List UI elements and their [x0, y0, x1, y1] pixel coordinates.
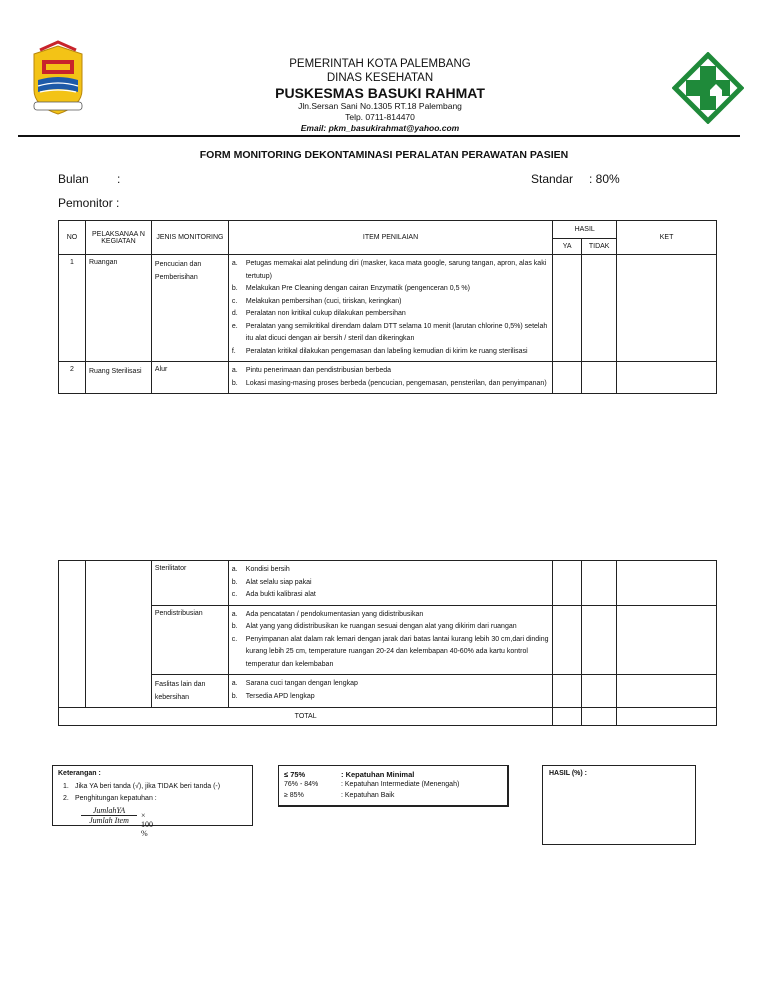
item-text: Alat yang yang didistribusikan ke ruangan sesuai dengan alat yang dikirim dari ruangan — [245, 623, 517, 630]
item-text: Tersedia APD lengkap — [245, 692, 315, 700]
row-jenis: Pendistribusian — [151, 605, 228, 675]
assessment-item — [232, 691, 549, 704]
total-tidak[interactable] — [582, 708, 617, 726]
row-kegiatan: Ruangan — [85, 255, 151, 362]
row-kegiatan — [85, 561, 151, 708]
row-items — [228, 675, 552, 708]
row-jenis: Pencucian dan Pemberisihan — [151, 255, 228, 362]
assessment-item — [232, 308, 549, 321]
cell-tidak[interactable] — [582, 605, 617, 675]
item-letter: b. — [231, 285, 238, 292]
cell-ket[interactable] — [617, 605, 717, 675]
col-header-jenis: JENIS MONITORING — [151, 221, 228, 255]
kriteria-row: 76% - 84% : Kepatuhan Intermediate (Menengah) — [284, 781, 460, 788]
keterangan-title: Keterangan : — [58, 770, 101, 777]
item-letter: b. — [231, 578, 238, 586]
kriteria-row: ≥ 85% : Kepatuhan Baik — [284, 792, 395, 799]
item-list — [232, 609, 549, 672]
table-row — [59, 561, 717, 606]
item-list — [232, 365, 549, 390]
assessment-item — [232, 564, 549, 577]
item-text: Kondisi bersih — [245, 566, 290, 573]
item-text: Ada bukti kalibrasi alat — [245, 591, 316, 598]
city-emblem-logo — [28, 40, 88, 120]
assessment-item — [232, 589, 549, 602]
table-row — [59, 255, 717, 362]
hasil-box[interactable] — [542, 765, 696, 845]
table-row — [59, 605, 717, 675]
header-government: PEMERINTAH KOTA PALEMBANG — [289, 58, 471, 70]
col-header-ket: KET — [617, 221, 717, 255]
standar-value: : 80% — [589, 172, 620, 186]
bulan-separator: : — [117, 172, 121, 186]
item-letter: a. — [231, 680, 238, 687]
item-letter: a. — [231, 610, 238, 618]
col-header-no: NO — [59, 221, 86, 255]
keterangan-item: 2. Penghitungan kepatuhan : — [63, 795, 157, 802]
standar-label: Standar — [531, 172, 574, 186]
assessment-item — [232, 634, 549, 672]
item-text: Melakukan Pre Cleaning dengan cairan Enzymatik (pengenceran 0,5 %) — [245, 285, 470, 292]
item-letter: c. — [231, 297, 238, 305]
header-email: Email: pkm_basukirahmat@yahoo.com — [300, 123, 460, 133]
col-header-hasil: HASIL — [553, 221, 617, 239]
assessment-item — [232, 258, 549, 283]
hasil-label: HASIL (%) : — [549, 770, 587, 777]
assessment-item — [232, 321, 549, 346]
item-text: Penyimpanan alat dalam rak lemari dengan jarak dari batas lantai kurang lebih 30 cm,dari dinding kurang lebih 25 cm, temperature ruangan 20-24 dan kelembapan 40-60% ada kartu kontrol temperatur dan kelembaban — [245, 635, 549, 668]
assessment-item — [232, 378, 549, 391]
row-jenis: Faslitas lain dan kebersihan — [151, 675, 228, 708]
pemonitor-label: Pemonitor : — [58, 196, 120, 210]
item-text: Ada pencatatan / pendokumentasian yang didistribusikan — [245, 610, 424, 618]
formula — [81, 806, 153, 838]
cell-ya[interactable] — [553, 605, 582, 675]
row-items — [228, 362, 552, 394]
pemonitor-field[interactable] — [126, 194, 326, 210]
header-phone: Telp. 0711-814470 — [345, 112, 415, 122]
row-no: 2 — [59, 362, 86, 394]
item-text: Sarana cuci tangan dengan lengkap — [245, 680, 358, 687]
cell-ya[interactable] — [553, 675, 582, 708]
row-no — [59, 561, 86, 708]
bulan-field[interactable] — [124, 170, 324, 186]
item-text: Melakukan pembersihan (cuci, tiriskan, keringkan) — [245, 297, 402, 305]
col-header-ya: YA — [553, 239, 582, 255]
item-letter: f. — [231, 347, 236, 355]
row-no: 1 — [59, 255, 86, 362]
col-header-kegiatan: PELAKSANAA N KEGIATAN — [85, 221, 151, 255]
cell-ya[interactable] — [553, 362, 582, 394]
cell-tidak[interactable] — [582, 561, 617, 606]
header-department: DINAS KESEHATAN — [326, 72, 434, 84]
bulan-label: Bulan — [58, 172, 89, 186]
form-title: FORM MONITORING DEKONTAMINASI PERALATAN PERAWATAN PASIEN — [199, 149, 569, 161]
cell-ket[interactable] — [617, 675, 717, 708]
item-letter: a. — [231, 367, 238, 374]
row-kegiatan: Ruang Sterilisasi — [85, 362, 151, 394]
formula-numerator: JumlahYA — [81, 806, 137, 816]
cell-ket[interactable] — [617, 255, 717, 362]
cell-tidak[interactable] — [582, 255, 617, 362]
item-text: Petugas memakai alat pelindung diri (masker, kaca mata google, sarung tangan, apron, alas kaki tertutup) — [245, 260, 547, 280]
item-letter: a. — [231, 260, 238, 267]
kriteria-box — [278, 765, 509, 807]
table-row — [59, 675, 717, 708]
keterangan-box — [52, 765, 253, 838]
row-items — [228, 255, 552, 362]
row-jenis: Sterilitator — [151, 561, 228, 606]
header-address: Jln.Sersan Sani No.1305 RT.18 Palembang — [298, 101, 462, 111]
puskesmas-logo — [672, 52, 744, 124]
total-ya[interactable] — [553, 708, 582, 726]
header-title: PUSKESMAS BASUKI RAHMAT — [275, 85, 485, 101]
item-text: Lokasi masing-masing proses berbeda (pencucian, pengemasan, pensterilan, dan penyimpanan) — [245, 379, 547, 387]
item-text: Peralatan yang semikritikal direndam dalam DTT selama 10 menit (larutan chlorine 0,5%) setelah itu alat dicuci dengan air bersih / steril dan dikeringkan — [245, 322, 548, 342]
kriteria-row: ≤ 75% : Kepatuhan Minimal — [284, 770, 415, 779]
assessment-item — [232, 283, 549, 296]
item-letter: c. — [231, 635, 238, 643]
item-list — [232, 258, 549, 358]
cell-ya[interactable] — [553, 255, 582, 362]
row-jenis: Alur — [151, 362, 228, 394]
item-letter: d. — [231, 310, 238, 317]
keterangan-item: 1. Jika YA beri tanda (√), jika TIDAK beri tanda (-) — [63, 783, 221, 790]
formula-denominator: Jumlah Item — [89, 816, 129, 825]
assessment-item — [232, 577, 549, 590]
formula-multiplier: × 100 % — [141, 811, 153, 838]
row-items — [228, 605, 552, 675]
item-letter: b. — [231, 623, 238, 630]
item-letter: e. — [231, 322, 238, 330]
cell-tidak[interactable] — [582, 675, 617, 708]
total-label: TOTAL — [59, 708, 553, 726]
item-letter: a. — [231, 566, 238, 573]
assessment-item — [232, 621, 549, 634]
table-row — [59, 362, 717, 394]
row-items — [228, 561, 552, 606]
assessment-item — [232, 296, 549, 309]
total-row — [59, 708, 717, 726]
header-divider — [18, 135, 740, 137]
col-header-tidak: TIDAK — [582, 239, 617, 255]
item-list — [232, 564, 549, 602]
item-letter: b. — [231, 692, 238, 700]
cell-tidak[interactable] — [582, 362, 617, 394]
item-text: Peralatan non kritikal cukup dilakukan pembersihan — [245, 310, 406, 317]
item-text: Peralatan kritikal dilakukan pengemasan dan labeling kemudian di kirim ke ruang sterilisasi — [245, 347, 528, 355]
item-text: Pintu penerimaan dan pendistribusian berbeda — [245, 367, 392, 374]
assessment-item — [232, 365, 549, 378]
monitoring-table-continued — [58, 560, 717, 726]
item-letter: b. — [231, 379, 238, 387]
assessment-item — [232, 609, 549, 622]
assessment-item — [232, 678, 549, 691]
assessment-item — [232, 346, 549, 359]
item-list — [232, 678, 549, 703]
item-letter: c. — [231, 591, 238, 598]
monitoring-table — [58, 220, 717, 394]
cell-ket[interactable] — [617, 561, 717, 606]
cell-ket[interactable] — [617, 362, 717, 394]
item-text: Alat selalu siap pakai — [245, 578, 312, 586]
total-ket[interactable] — [617, 708, 717, 726]
col-header-item: ITEM PENILAIAN — [228, 221, 552, 255]
cell-ya[interactable] — [553, 561, 582, 606]
